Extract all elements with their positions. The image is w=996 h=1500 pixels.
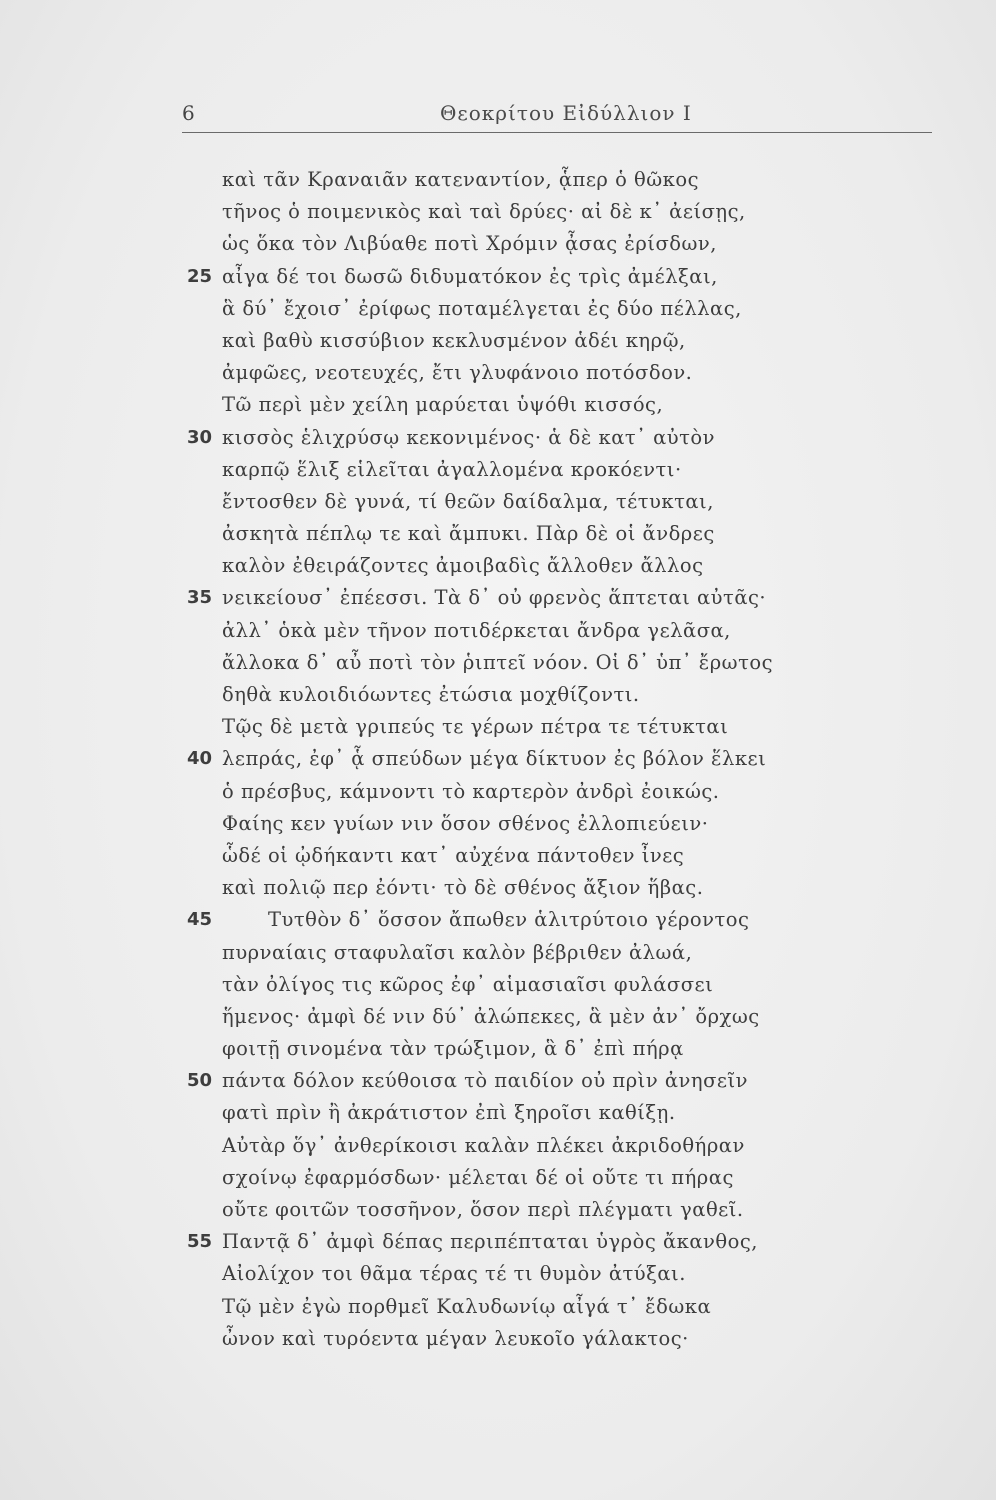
verse-line — [182, 1097, 882, 1129]
verse-text: Φαίης κεν γυίων νιν ὅσον σθένος ἐλλοπιεύειν· — [222, 811, 709, 835]
verse-line — [182, 969, 882, 1001]
verse-text: οὔτε φοιτῶν τοσσῆνον, ὅσον περὶ πλέγματι γαθεῖ. — [222, 1198, 744, 1221]
verse-line — [182, 550, 882, 582]
verse-number: 40 — [187, 748, 213, 770]
verse-line — [182, 1194, 882, 1226]
verse-text: καρπῷ ἕλιξ εἱλεῖται ἀγαλλομένα κροκόεντι· — [222, 457, 682, 481]
verse-line — [182, 743, 882, 775]
verse-text: Τυτθὸν δ᾽ ὅσσον ἄπωθεν ἁλιτρύτοιο γέροντος — [268, 908, 750, 932]
verse-line — [182, 937, 882, 969]
verse-line — [182, 325, 882, 357]
verse-text: Τῶ περὶ μὲν χείλη μαρύεται ὑψόθι κισσός, — [222, 393, 664, 417]
verse-text: Τῷς δὲ μετὰ γριπεύς τε γέρων πέτρα τε τέτυκται — [222, 715, 729, 739]
verse-text: σχοίνῳ ἐφαρμόσδων· μέλεται δέ οἱ οὔτε τι πήρας — [222, 1165, 734, 1189]
verse-text: Παντᾷ δ᾽ ἀμφὶ δέπας περιπέπταται ὑγρὸς ἄκανθος, — [222, 1230, 758, 1254]
verse-line — [182, 872, 882, 904]
verse-line — [182, 776, 882, 808]
verse-line — [182, 582, 882, 614]
verse-line — [182, 840, 882, 872]
verse-line — [182, 1226, 882, 1258]
verse-line — [182, 808, 882, 840]
verse-line — [182, 454, 882, 486]
verse-text: Αἰολίχον τοι θᾶμα τέρας τέ τι θυμὸν ἀτύξαι. — [222, 1262, 686, 1286]
verse-text: φοιτῇ σινομένα τὰν τρώξιμον, ἃ δ᾽ ἐπὶ πήρᾳ — [222, 1037, 684, 1061]
verse-line — [182, 261, 882, 293]
verse-text: δηθὰ κυλοιδιόωντες ἐτώσια μοχθίζοντι. — [222, 683, 640, 706]
verse-text: ἔντοσθεν δὲ γυνά, τί θεῶν δαίδαλμα, τέτυκται, — [222, 489, 714, 513]
verse-line — [182, 1291, 882, 1323]
verse-text: καὶ τᾶν Κραναιᾶν κατεναντίον, ᾇπερ ὁ θῶκος — [222, 168, 700, 191]
verse-text: τὰν ὀλίγος τις κῶρος ἐφ᾽ αἱμασιαῖσι φυλάσσει — [222, 972, 714, 996]
verse-line — [182, 615, 882, 647]
running-title: Θεοκρίτου Εἰδύλλιον Ι — [440, 101, 692, 125]
verse-number: 45 — [187, 909, 213, 931]
verse-line — [182, 518, 882, 550]
verse-line — [182, 1001, 882, 1033]
verse-text: ἀλλ᾽ ὁκὰ μὲν τῆνον ποτιδέρκεται ἄνδρα γελᾶσα, — [222, 618, 731, 642]
verse-text: Αὐτὰρ ὅγ᾽ ἀνθερίκοισι καλὰν πλέκει ἀκριδοθήραν — [222, 1133, 745, 1157]
verse-line — [182, 389, 882, 421]
verse-number: 35 — [187, 587, 213, 609]
verse-line — [182, 357, 882, 389]
verse-text: λεπράς, ἐφ᾽ ᾇ σπεύδων μέγα δίκτυον ἐς βόλον ἕλκει — [222, 747, 767, 771]
verse-text: ὦνον καὶ τυρόεντα μέγαν λευκοῖο γάλακτος· — [222, 1326, 689, 1350]
verse-text: ὡς ὅκα τὸν Λιβύαθε ποτὶ Χρόμιν ᾆσας ἐρίσδων, — [222, 232, 717, 256]
verse-text: κισσὸς ἑλιχρύσῳ κεκονιμένος· ἁ δὲ κατ᾽ αὐτὸν — [222, 425, 715, 449]
header-rule — [182, 132, 932, 133]
verse-line — [182, 1033, 882, 1065]
verse-line — [182, 711, 882, 743]
verse-text: καὶ πολιῷ περ ἐόντι· τὸ δὲ σθένος ἄξιον ἥβας. — [222, 876, 704, 900]
verse-line — [182, 196, 882, 228]
verse-line — [182, 1162, 882, 1194]
verse-line — [182, 904, 882, 936]
verse-text: καὶ βαθὺ κισσύβιον κεκλυσμένον ἁδέι κηρῷ, — [222, 328, 686, 352]
verse-text: ὧδέ οἱ ᾠδήκαντι κατ᾽ αὐχένα πάντοθεν ἶνες — [222, 843, 685, 867]
verse-number: 30 — [187, 426, 213, 448]
verse-text: πυρναίαις σταφυλαῖσι καλὸν βέβριθεν ἀλωά, — [222, 940, 693, 964]
verse-line — [182, 1258, 882, 1290]
verse-line — [182, 293, 882, 325]
verse-text: ἀσκητὰ πέπλῳ τε καὶ ἄμπυκι. Πὰρ δὲ οἱ ἄνδρες — [222, 522, 715, 546]
verse-text: τῆνος ὁ ποιμενικὸς καὶ ταὶ δρύες· αἰ δὲ κ᾽ ἀείσῃς, — [222, 200, 746, 224]
verse-number: 55 — [187, 1231, 213, 1253]
verse-text: καλὸν ἐθειράζοντες ἀμοιβαδὶς ἄλλοθεν ἄλλος — [222, 554, 704, 578]
verse-text: ὁ πρέσβυς, κάμνοντι τὸ καρτερὸν ἀνδρὶ ἐοικώς. — [222, 779, 720, 803]
verse-text: ἃ δύ᾽ ἔχοισ᾽ ἐρίφως ποταμέλγεται ἐς δύο πέλλας, — [222, 296, 742, 320]
verse-number: 50 — [187, 1070, 213, 1092]
verse-line — [182, 486, 882, 518]
verse-number: 25 — [187, 265, 213, 287]
verse-line — [182, 1130, 882, 1162]
verse-text: Τῷ μὲν ἐγὼ πορθμεῖ Καλυδωνίῳ αἶγά τ᾽ ἔδωκα — [222, 1294, 712, 1318]
page-number: 6 — [182, 101, 195, 125]
poem-text — [182, 164, 882, 1355]
verse-line — [182, 228, 882, 260]
verse-text: νεικείουσ᾽ ἐπέεσσι. Τὰ δ᾽ οὐ φρενὸς ἅπτεται αὐτᾶς· — [222, 586, 767, 610]
verse-line — [182, 422, 882, 454]
verse-text: φατὶ πρὶν ἢ ἀκράτιστον ἐπὶ ξηροῖσι καθίξῃ. — [222, 1101, 676, 1125]
running-head — [182, 101, 932, 131]
verse-line — [182, 1065, 882, 1097]
verse-line — [182, 164, 882, 196]
verse-text: ἀμφῶες, νεοτευχές, ἔτι γλυφάνοιο ποτόσδον. — [222, 361, 693, 385]
verse-line — [182, 679, 882, 711]
verse-line — [182, 647, 882, 679]
verse-text: ἥμενος· ἀμφὶ δέ νιν δύ᾽ ἀλώπεκες, ἃ μὲν ἀν᾽ ὄρχως — [222, 1004, 760, 1028]
verse-text: ἄλλοκα δ᾽ αὖ ποτὶ τὸν ῥιπτεῖ νόον. Οἱ δ᾽ ὑπ᾽ ἔρωτος — [222, 650, 774, 674]
verse-line — [182, 1323, 882, 1355]
verse-text: πάντα δόλον κεύθοισα τὸ παιδίον οὐ πρὶν ἀνησεῖν — [222, 1069, 748, 1093]
verse-text: αἶγα δέ τοι δωσῶ διδυματόκον ἐς τρὶς ἀμέλξαι, — [222, 264, 718, 288]
